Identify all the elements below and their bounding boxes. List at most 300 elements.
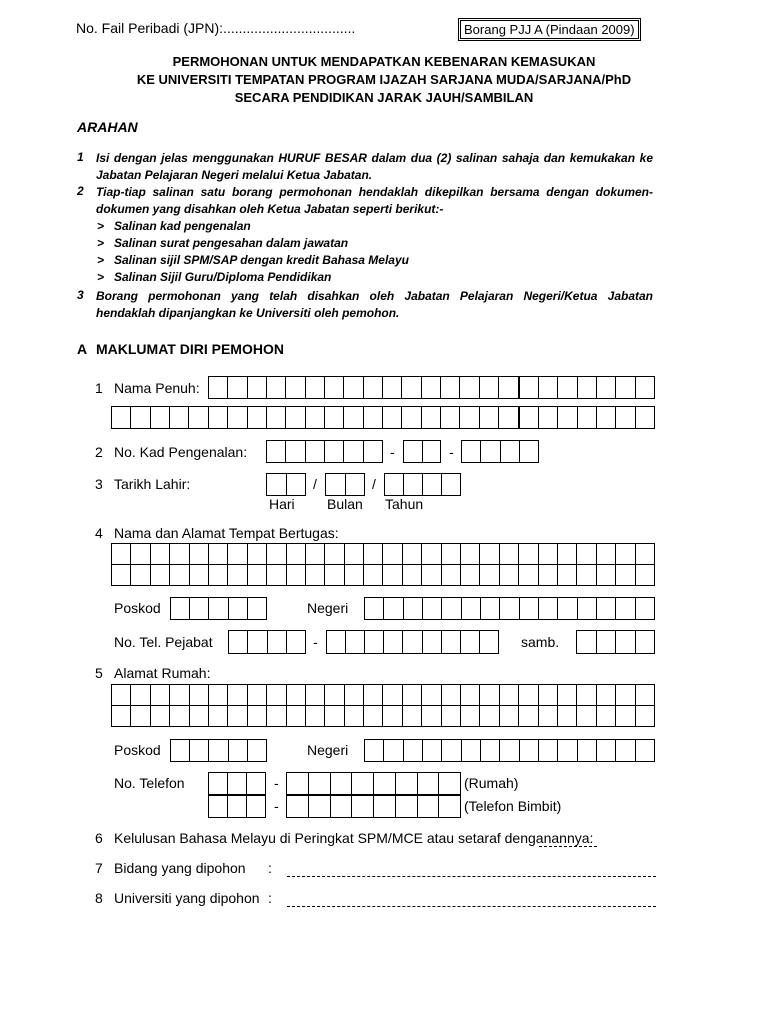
- character-box[interactable]: [346, 474, 366, 495]
- character-box[interactable]: [441, 407, 460, 428]
- character-box[interactable]: [501, 441, 520, 462]
- character-box[interactable]: [481, 598, 500, 619]
- character-box[interactable]: [597, 407, 616, 428]
- character-box[interactable]: [597, 598, 616, 619]
- character-box[interactable]: [190, 706, 209, 726]
- character-box[interactable]: [500, 740, 519, 761]
- character-box[interactable]: [520, 407, 539, 428]
- character-box[interactable]: [345, 685, 364, 705]
- character-box[interactable]: [539, 685, 558, 705]
- character-box[interactable]: [616, 377, 635, 398]
- character-box[interactable]: [170, 544, 189, 564]
- full-name-boxes-row-1[interactable]: [208, 376, 655, 399]
- full-name-boxes-row-2[interactable]: [111, 406, 655, 429]
- mobile-phone-number-boxes[interactable]: [286, 795, 461, 818]
- ic-number-boxes-part-1[interactable]: [266, 440, 383, 463]
- character-box[interactable]: [331, 773, 353, 794]
- character-box[interactable]: [248, 544, 267, 564]
- character-box[interactable]: [441, 377, 460, 398]
- character-box[interactable]: [287, 773, 309, 794]
- character-box[interactable]: [423, 598, 442, 619]
- character-box[interactable]: [423, 740, 442, 761]
- character-box[interactable]: [170, 565, 189, 585]
- character-box[interactable]: [636, 685, 655, 705]
- character-box[interactable]: [403, 544, 422, 564]
- character-box[interactable]: [439, 796, 461, 817]
- workplace-boxes-row-2[interactable]: [111, 564, 655, 586]
- character-box[interactable]: [267, 407, 286, 428]
- character-box[interactable]: [461, 544, 480, 564]
- character-box[interactable]: [248, 685, 267, 705]
- character-box[interactable]: [462, 441, 481, 462]
- character-box[interactable]: [248, 631, 267, 653]
- character-box[interactable]: [228, 773, 247, 794]
- workplace-state-boxes[interactable]: [364, 597, 655, 620]
- character-box[interactable]: [306, 407, 325, 428]
- ic-number-label: No. Kad Pengenalan:: [114, 444, 248, 460]
- character-box[interactable]: [267, 441, 286, 462]
- character-box[interactable]: [364, 565, 383, 585]
- character-box[interactable]: [151, 544, 170, 564]
- character-box[interactable]: [247, 773, 266, 794]
- field-number: 5: [95, 665, 103, 681]
- character-box[interactable]: [404, 441, 423, 462]
- character-box[interactable]: [364, 706, 383, 726]
- character-box[interactable]: [364, 685, 383, 705]
- character-box[interactable]: [461, 565, 480, 585]
- character-box[interactable]: [209, 565, 228, 585]
- character-box[interactable]: [326, 474, 346, 495]
- character-box[interactable]: [229, 631, 248, 653]
- character-box[interactable]: [248, 377, 267, 398]
- character-box[interactable]: [616, 706, 635, 726]
- character-box[interactable]: [209, 706, 228, 726]
- character-box[interactable]: [131, 544, 150, 564]
- character-box[interactable]: [345, 565, 364, 585]
- character-box[interactable]: [364, 407, 383, 428]
- character-box[interactable]: [345, 544, 364, 564]
- character-box[interactable]: [325, 377, 344, 398]
- office-phone-number-boxes[interactable]: [326, 630, 499, 654]
- character-box[interactable]: [325, 685, 344, 705]
- character-box[interactable]: [229, 598, 248, 619]
- character-box[interactable]: [442, 474, 461, 495]
- character-box[interactable]: [636, 706, 655, 726]
- character-box[interactable]: [189, 407, 208, 428]
- character-box[interactable]: [190, 685, 209, 705]
- character-box[interactable]: [248, 740, 267, 761]
- character-box[interactable]: [131, 685, 150, 705]
- character-box[interactable]: [558, 685, 577, 705]
- character-box[interactable]: [306, 377, 325, 398]
- character-box[interactable]: [460, 407, 479, 428]
- home-phone-area-boxes[interactable]: [208, 772, 266, 795]
- character-box[interactable]: [170, 706, 189, 726]
- character-box[interactable]: [151, 685, 170, 705]
- character-box[interactable]: [344, 377, 363, 398]
- character-box[interactable]: [442, 685, 461, 705]
- character-box[interactable]: [344, 407, 363, 428]
- character-box[interactable]: [558, 565, 577, 585]
- character-box[interactable]: [112, 565, 131, 585]
- character-box[interactable]: [190, 740, 209, 761]
- workplace-state-label: Negeri: [307, 600, 349, 616]
- character-box[interactable]: [636, 565, 655, 585]
- character-box[interactable]: [442, 598, 461, 619]
- character-box[interactable]: [636, 407, 655, 428]
- character-box[interactable]: [228, 565, 247, 585]
- character-box[interactable]: [286, 407, 305, 428]
- character-box[interactable]: [170, 407, 189, 428]
- character-box[interactable]: [331, 796, 353, 817]
- character-box[interactable]: [481, 740, 500, 761]
- character-box[interactable]: [636, 377, 655, 398]
- character-box[interactable]: [364, 377, 383, 398]
- character-box[interactable]: [558, 377, 577, 398]
- character-box[interactable]: [309, 796, 331, 817]
- character-box[interactable]: [345, 706, 364, 726]
- character-box[interactable]: [248, 565, 267, 585]
- colon: :: [268, 860, 272, 876]
- character-box[interactable]: [403, 685, 422, 705]
- character-box[interactable]: [247, 796, 266, 817]
- character-box[interactable]: [558, 740, 577, 761]
- field-of-study-answer-line[interactable]: [287, 876, 656, 877]
- extension-boxes[interactable]: [576, 630, 655, 654]
- character-box[interactable]: [616, 565, 635, 585]
- character-box[interactable]: [519, 565, 538, 585]
- character-box[interactable]: [383, 706, 402, 726]
- character-box[interactable]: [460, 377, 479, 398]
- character-box[interactable]: [404, 474, 423, 495]
- instructions-heading: ARAHAN: [77, 119, 138, 135]
- character-box[interactable]: [558, 598, 577, 619]
- character-box[interactable]: [442, 740, 461, 761]
- character-box[interactable]: [636, 740, 655, 761]
- character-box[interactable]: [267, 544, 286, 564]
- character-box[interactable]: [539, 740, 558, 761]
- character-box[interactable]: [383, 685, 402, 705]
- character-box[interactable]: [636, 544, 655, 564]
- character-box[interactable]: [267, 706, 286, 726]
- character-box[interactable]: [578, 598, 597, 619]
- character-box[interactable]: [520, 441, 539, 462]
- character-box[interactable]: [112, 706, 131, 726]
- character-box[interactable]: [519, 706, 538, 726]
- character-box[interactable]: [461, 685, 480, 705]
- character-box[interactable]: [384, 740, 403, 761]
- character-box[interactable]: [539, 706, 558, 726]
- character-box[interactable]: [365, 631, 384, 653]
- character-box[interactable]: [385, 474, 404, 495]
- extension-label: samb.: [521, 634, 560, 650]
- character-box[interactable]: [616, 598, 635, 619]
- character-box[interactable]: [422, 544, 441, 564]
- character-box[interactable]: [384, 631, 403, 653]
- character-box[interactable]: [306, 544, 325, 564]
- character-box[interactable]: [404, 598, 423, 619]
- character-box[interactable]: [462, 740, 481, 761]
- character-box[interactable]: [480, 407, 499, 428]
- character-box[interactable]: [383, 377, 402, 398]
- character-box[interactable]: [558, 706, 577, 726]
- character-box[interactable]: [461, 631, 480, 653]
- character-box[interactable]: [480, 377, 499, 398]
- character-box[interactable]: [287, 685, 306, 705]
- character-box[interactable]: [287, 565, 306, 585]
- character-box[interactable]: [151, 565, 170, 585]
- character-box[interactable]: [422, 377, 441, 398]
- character-box[interactable]: [422, 706, 441, 726]
- character-box[interactable]: [209, 685, 228, 705]
- character-box[interactable]: [418, 773, 440, 794]
- character-box[interactable]: [578, 407, 597, 428]
- character-box[interactable]: [287, 544, 306, 564]
- character-box[interactable]: [287, 706, 306, 726]
- character-box[interactable]: [616, 544, 635, 564]
- character-box[interactable]: [539, 377, 558, 398]
- character-box[interactable]: [112, 407, 131, 428]
- character-box[interactable]: [500, 598, 519, 619]
- character-box[interactable]: [325, 441, 344, 462]
- character-box[interactable]: [131, 565, 150, 585]
- university-applied-answer-line[interactable]: [287, 906, 656, 907]
- qualification-label-text: Kelulusan Bahasa Melayu di Peringkat SPM/MCE atau setaraf dengan: [114, 830, 552, 846]
- character-box[interactable]: [423, 441, 442, 462]
- home-postcode-boxes[interactable]: [170, 739, 267, 762]
- character-box[interactable]: [499, 407, 519, 428]
- character-box[interactable]: [500, 565, 519, 585]
- character-box[interactable]: [481, 441, 500, 462]
- character-box[interactable]: [499, 377, 519, 398]
- character-box[interactable]: [636, 631, 656, 653]
- character-box[interactable]: [384, 598, 403, 619]
- character-box[interactable]: [480, 631, 499, 653]
- character-box[interactable]: [500, 544, 519, 564]
- character-box[interactable]: [422, 565, 441, 585]
- character-box[interactable]: [209, 377, 228, 398]
- character-box[interactable]: [228, 377, 247, 398]
- character-box[interactable]: [287, 631, 306, 653]
- character-box[interactable]: [209, 544, 228, 564]
- home-address-boxes-row-2[interactable]: [111, 705, 655, 727]
- character-box[interactable]: [636, 598, 655, 619]
- home-address-boxes-row-1[interactable]: [111, 684, 655, 706]
- character-box[interactable]: [423, 474, 442, 495]
- character-box[interactable]: [248, 407, 267, 428]
- character-box[interactable]: [418, 796, 440, 817]
- character-box[interactable]: [480, 685, 499, 705]
- character-box[interactable]: [396, 796, 418, 817]
- character-box[interactable]: [352, 773, 374, 794]
- character-box[interactable]: [616, 631, 636, 653]
- character-box[interactable]: [577, 631, 597, 653]
- character-box[interactable]: [229, 740, 248, 761]
- character-box[interactable]: [520, 377, 539, 398]
- character-box[interactable]: [402, 407, 421, 428]
- character-box[interactable]: [577, 544, 596, 564]
- character-box[interactable]: [352, 796, 374, 817]
- character-box[interactable]: [131, 407, 150, 428]
- character-box[interactable]: [286, 441, 305, 462]
- character-box[interactable]: [170, 685, 189, 705]
- character-box[interactable]: [346, 631, 365, 653]
- character-box[interactable]: [383, 407, 402, 428]
- character-box[interactable]: [365, 740, 384, 761]
- character-box[interactable]: [439, 773, 461, 794]
- character-box[interactable]: [578, 740, 597, 761]
- character-box[interactable]: [597, 685, 616, 705]
- character-box[interactable]: [423, 631, 442, 653]
- character-box[interactable]: [539, 544, 558, 564]
- workplace-boxes-row-1[interactable]: [111, 543, 655, 565]
- character-box[interactable]: [325, 565, 344, 585]
- character-box[interactable]: [578, 377, 597, 398]
- title-line-1: PERMOHONAN UNTUK MENDAPATKAN KEBENARAN KEMASUKAN: [172, 54, 596, 69]
- character-box[interactable]: [539, 407, 558, 428]
- character-box[interactable]: [480, 544, 499, 564]
- character-box[interactable]: [597, 544, 616, 564]
- character-box[interactable]: [268, 631, 287, 653]
- character-box[interactable]: [267, 685, 286, 705]
- character-box[interactable]: [480, 706, 499, 726]
- character-box[interactable]: [325, 407, 344, 428]
- character-box[interactable]: [171, 740, 190, 761]
- character-box[interactable]: [539, 598, 558, 619]
- character-box[interactable]: [442, 565, 461, 585]
- character-box[interactable]: [209, 598, 228, 619]
- form-reference-box: Borang PJJ A (Pindaan 2009): [458, 18, 641, 41]
- character-box[interactable]: [209, 796, 228, 817]
- character-box[interactable]: [500, 685, 519, 705]
- day-sublabel: Hari: [269, 496, 295, 512]
- character-box[interactable]: [306, 565, 325, 585]
- character-box[interactable]: [597, 565, 616, 585]
- character-box[interactable]: [597, 631, 617, 653]
- bullet-marker: >: [97, 219, 105, 233]
- character-box[interactable]: [325, 706, 344, 726]
- character-box[interactable]: [577, 685, 596, 705]
- character-box[interactable]: [344, 441, 363, 462]
- character-box[interactable]: [364, 544, 383, 564]
- character-box[interactable]: [519, 544, 538, 564]
- character-box[interactable]: [597, 740, 616, 761]
- character-box[interactable]: [500, 706, 519, 726]
- character-box[interactable]: [616, 740, 635, 761]
- character-box[interactable]: [209, 740, 228, 761]
- character-box[interactable]: [228, 544, 247, 564]
- character-box[interactable]: [325, 544, 344, 564]
- character-box[interactable]: [228, 796, 247, 817]
- character-box[interactable]: [171, 598, 190, 619]
- character-box[interactable]: [404, 740, 423, 761]
- character-box[interactable]: [190, 544, 209, 564]
- character-box[interactable]: [287, 796, 309, 817]
- character-box[interactable]: [403, 631, 422, 653]
- character-box[interactable]: [597, 377, 616, 398]
- character-box[interactable]: [403, 706, 422, 726]
- character-box[interactable]: [327, 631, 346, 653]
- mobile-phone-area-boxes[interactable]: [208, 795, 266, 818]
- character-box[interactable]: [112, 544, 131, 564]
- character-box[interactable]: [442, 706, 461, 726]
- character-box[interactable]: [228, 407, 247, 428]
- workplace-postcode-boxes[interactable]: [170, 597, 267, 620]
- character-box[interactable]: [462, 598, 481, 619]
- character-box[interactable]: [396, 773, 418, 794]
- character-box[interactable]: [461, 706, 480, 726]
- character-box[interactable]: [267, 565, 286, 585]
- character-box[interactable]: [365, 598, 384, 619]
- character-box[interactable]: [616, 407, 635, 428]
- character-box[interactable]: [209, 773, 228, 794]
- character-box[interactable]: [520, 740, 539, 761]
- character-box[interactable]: [403, 565, 422, 585]
- character-box[interactable]: [422, 407, 441, 428]
- character-box[interactable]: [616, 685, 635, 705]
- ic-number-boxes-part-3[interactable]: [461, 440, 539, 463]
- character-box[interactable]: [248, 706, 267, 726]
- character-box[interactable]: [248, 598, 267, 619]
- character-box[interactable]: [383, 544, 402, 564]
- character-box[interactable]: [306, 706, 325, 726]
- character-box[interactable]: [558, 407, 577, 428]
- character-box[interactable]: [364, 441, 383, 462]
- character-box[interactable]: [228, 685, 247, 705]
- character-box[interactable]: [577, 565, 596, 585]
- character-box[interactable]: [190, 565, 209, 585]
- character-box[interactable]: [422, 685, 441, 705]
- birth-day-boxes[interactable]: [266, 473, 306, 496]
- character-box[interactable]: [539, 565, 558, 585]
- character-box[interactable]: [520, 598, 539, 619]
- character-box[interactable]: [151, 407, 170, 428]
- home-state-boxes[interactable]: [364, 739, 655, 762]
- character-box[interactable]: [267, 377, 286, 398]
- birth-month-boxes[interactable]: [325, 473, 365, 496]
- character-box[interactable]: [112, 685, 131, 705]
- qualification-answer-line[interactable]: [539, 846, 597, 847]
- character-box[interactable]: [374, 773, 396, 794]
- character-box[interactable]: [374, 796, 396, 817]
- character-box[interactable]: [209, 407, 228, 428]
- character-box[interactable]: [287, 474, 307, 495]
- character-box[interactable]: [383, 565, 402, 585]
- character-box[interactable]: [480, 565, 499, 585]
- character-box[interactable]: [228, 706, 247, 726]
- home-phone-number-boxes[interactable]: [286, 772, 461, 795]
- birth-year-boxes[interactable]: [384, 473, 461, 496]
- character-box[interactable]: [442, 631, 461, 653]
- character-box[interactable]: [306, 685, 325, 705]
- character-box[interactable]: [558, 544, 577, 564]
- character-box[interactable]: [309, 773, 331, 794]
- office-phone-area-boxes[interactable]: [228, 630, 306, 654]
- date-separator: /: [313, 476, 317, 492]
- character-box[interactable]: [402, 377, 421, 398]
- character-box[interactable]: [286, 377, 305, 398]
- character-box[interactable]: [131, 706, 150, 726]
- ic-number-boxes-part-2[interactable]: [403, 440, 441, 463]
- character-box[interactable]: [442, 544, 461, 564]
- character-box[interactable]: [597, 706, 616, 726]
- character-box[interactable]: [577, 706, 596, 726]
- character-box[interactable]: [519, 685, 538, 705]
- character-box[interactable]: [306, 441, 325, 462]
- character-box[interactable]: [267, 474, 287, 495]
- character-box[interactable]: [190, 598, 209, 619]
- character-box[interactable]: [151, 706, 170, 726]
